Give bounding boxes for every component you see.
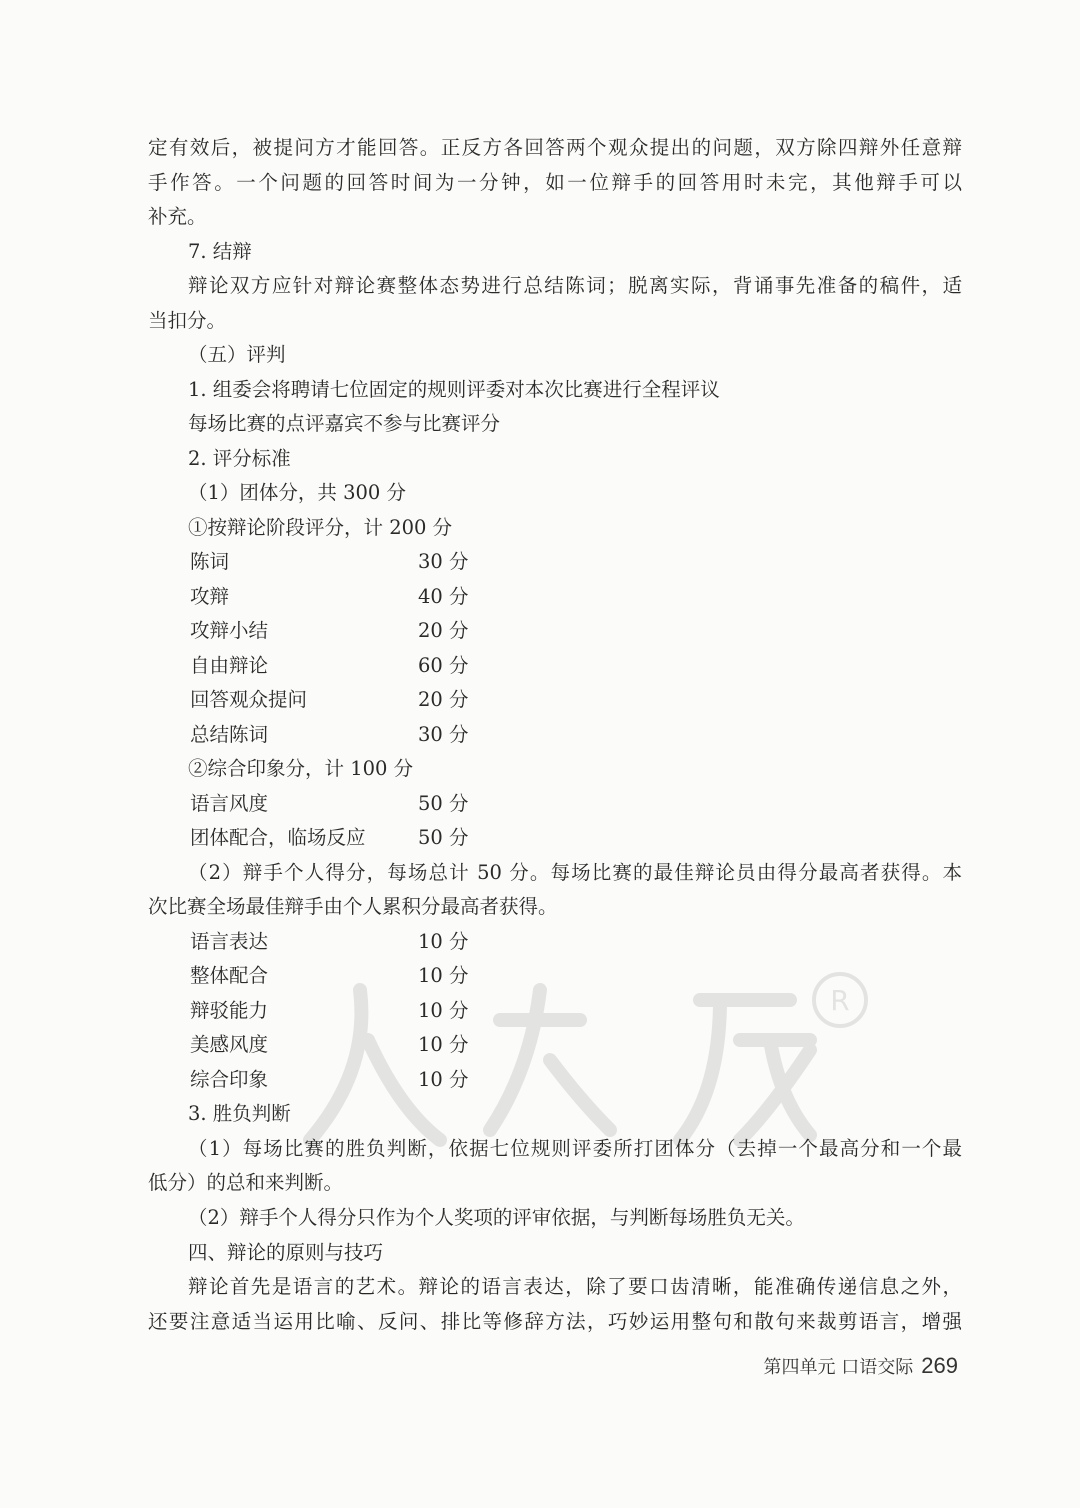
subheading-stage-score: ①按辩论阶段评分，计 200 分 (188, 516, 453, 539)
subheading-scoring-standard: 2. 评分标准 (188, 447, 291, 470)
body-text-line: 补充。 (148, 205, 207, 228)
body-text-line: （1）每场比赛的胜负判断，依据七位规则评委所打团体分（去掉一个最高分和一个最 (188, 1137, 962, 1160)
score-label: 团体配合，临场反应 (190, 826, 366, 849)
body-text-line: 手作答。一个问题的回答时间为一分钟，如一位辩手的回答用时未完，其他辩手可以 (148, 171, 962, 194)
score-value: 10 分 (418, 1033, 469, 1056)
publisher-watermark (250, 960, 890, 1160)
body-text-line: 还要注意适当运用比喻、反问、排比等修辞方法，巧妙运用整句和散句来裁剪语言，增强 (148, 1310, 962, 1333)
body-text-line: （2）辩手个人得分，每场总计 50 分。每场比赛的最佳辩论员由得分最高者获得。本 (188, 861, 962, 884)
subheading-closing: 7. 结辩 (188, 240, 252, 263)
score-value: 40 分 (418, 585, 469, 608)
score-label: 综合印象 (190, 1068, 269, 1091)
body-text-line: （2）辩手个人得分只作为个人奖项的评审依据，与判断每场胜负无关。 (188, 1206, 805, 1229)
body-text-line: 当扣分。 (148, 309, 227, 332)
body-text-line: 每场比赛的点评嘉宾不参与比赛评分 (188, 412, 501, 435)
page-number: 269 (921, 1353, 958, 1378)
score-label: 整体配合 (190, 964, 269, 987)
body-text-line: 次比赛全场最佳辩手由个人累积分最高者获得。 (148, 895, 558, 918)
score-label: 回答观众提问 (190, 688, 308, 711)
score-value: 10 分 (418, 964, 469, 987)
body-text-line: 定有效后，被提问方才能回答。正反方各回答两个观众提出的问题，双方除四辩外任意辩 (148, 136, 962, 159)
subheading-impression-score: ②综合印象分，计 100 分 (188, 757, 414, 780)
unit-title: 第四单元 口语交际 (763, 1357, 914, 1378)
score-label: 语言风度 (190, 792, 269, 815)
score-value: 50 分 (418, 792, 469, 815)
section-heading-principles: 四、辩论的原则与技巧 (188, 1241, 384, 1264)
section-heading-judging: （五）评判 (188, 343, 286, 366)
body-text-line: 1. 组委会将聘请七位固定的规则评委对本次比赛进行全程评议 (188, 378, 720, 401)
body-text-line: 低分）的总和来判断。 (148, 1171, 344, 1194)
score-value: 20 分 (418, 688, 469, 711)
score-label: 自由辩论 (190, 654, 269, 677)
score-value: 30 分 (418, 723, 469, 746)
score-value: 10 分 (418, 930, 469, 953)
score-value: 10 分 (418, 1068, 469, 1091)
score-label: 总结陈词 (190, 723, 269, 746)
score-value: 10 分 (418, 999, 469, 1022)
score-value: 50 分 (418, 826, 469, 849)
body-text-line: 辩论首先是语言的艺术。辩论的语言表达，除了要口齿清晰，能准确传递信息之外， (188, 1275, 962, 1298)
body-text-line: 辩论双方应针对辩论赛整体态势进行总结陈词；脱离实际，背诵事先准备的稿件，适 (188, 274, 962, 297)
subheading-team-score: （1）团体分，共 300 分 (188, 481, 407, 504)
score-value: 60 分 (418, 654, 469, 677)
page-footer (764, 1351, 958, 1383)
score-value: 20 分 (418, 619, 469, 642)
subheading-verdict: 3. 胜负判断 (188, 1102, 291, 1125)
score-label: 美感风度 (190, 1033, 269, 1056)
score-label: 攻辩 (190, 585, 230, 608)
score-label: 辩驳能力 (190, 999, 269, 1022)
score-value: 30 分 (418, 550, 469, 573)
score-label: 陈词 (190, 550, 230, 573)
svg-text:R: R (830, 984, 850, 1017)
score-label: 攻辩小结 (190, 619, 269, 642)
score-label: 语言表达 (190, 930, 269, 953)
